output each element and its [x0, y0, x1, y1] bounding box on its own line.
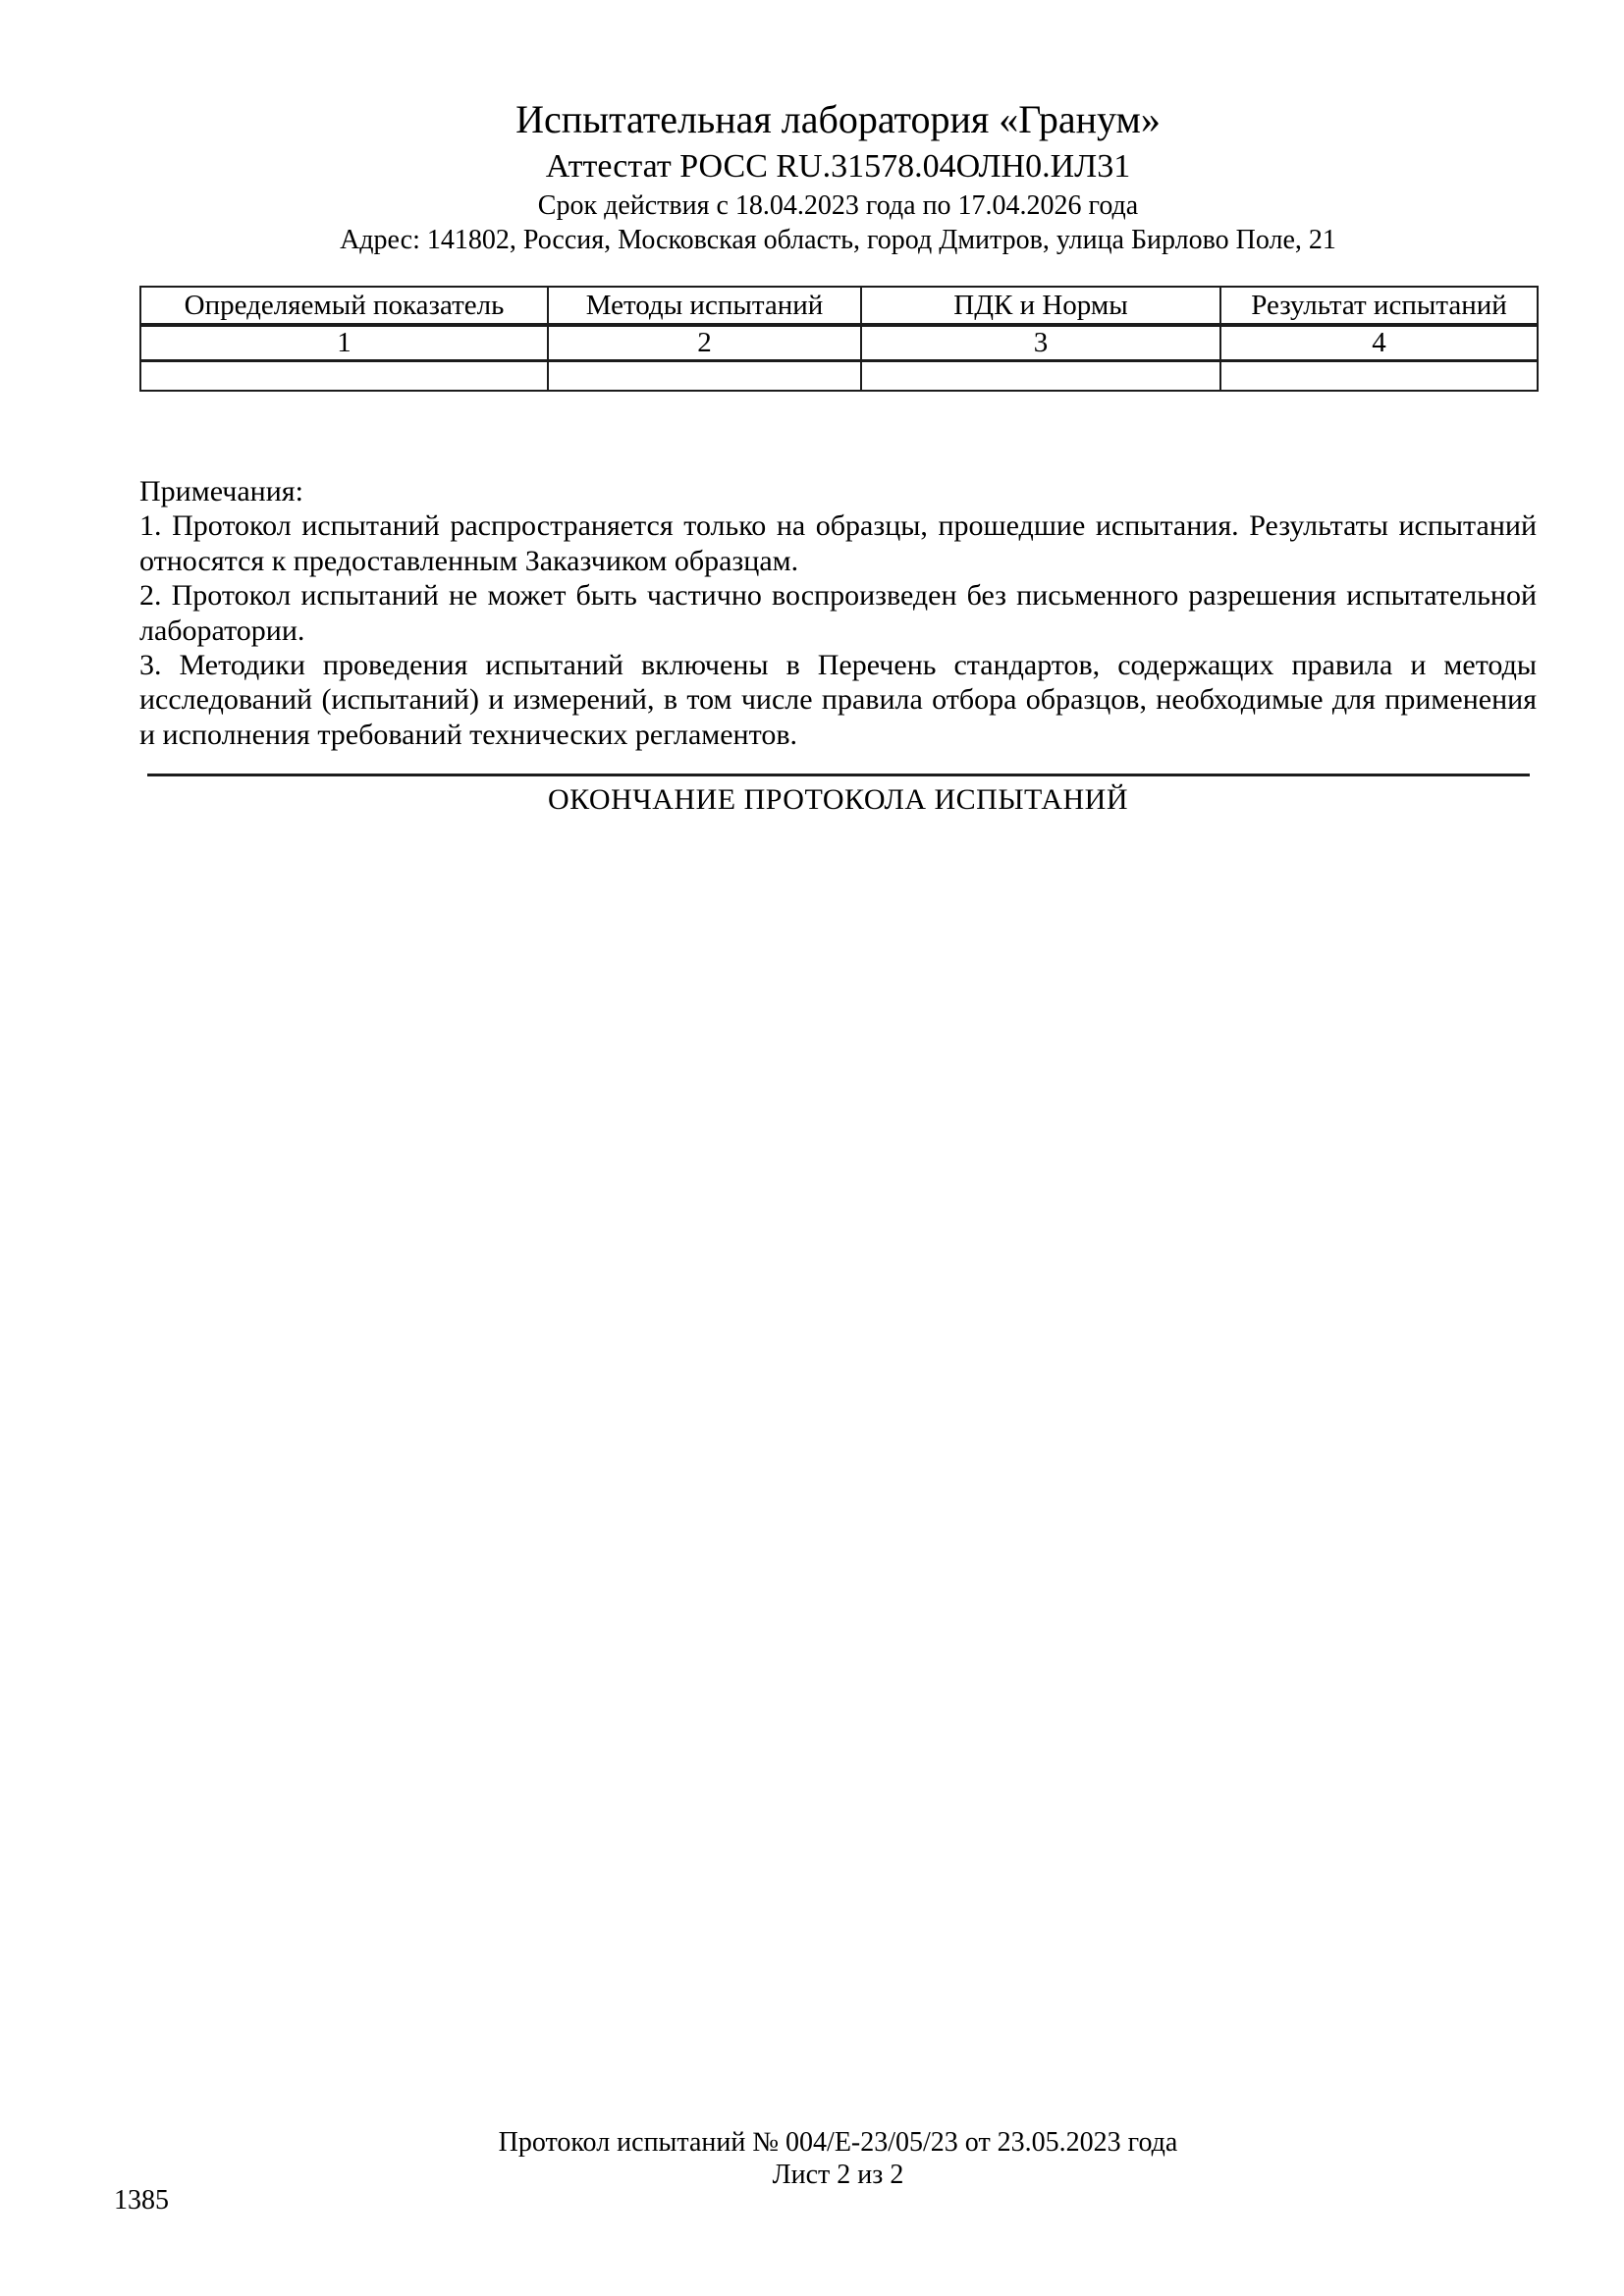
notes-heading: Примечания:: [139, 475, 303, 507]
document-header: [139, 96, 1537, 257]
notes-section: [139, 474, 1537, 752]
column-number-row: [140, 325, 1538, 361]
footer-protocol-line: Протокол испытаний № 004/Е-23/05/23 от 23.05.2023 года: [498, 2127, 1178, 2158]
table-header-row: [140, 287, 1538, 325]
end-of-protocol-divider: [147, 774, 1530, 776]
column-number: 4: [1220, 325, 1538, 361]
note-item: 1. Протокол испытаний распространяется только на образцы, прошедшие испытания. Результаты испытаний относятся к предоставленным Заказчиком образцам.: [139, 509, 1537, 577]
footer-sheet-line: Лист 2 из 2: [772, 2160, 904, 2190]
column-header-indicator: Определяемый показатель: [140, 287, 548, 325]
end-of-protocol-label: ОКОНЧАНИЕ ПРОТОКОЛА ИСПЫТАНИЙ: [548, 783, 1128, 816]
note-item: 2. Протокол испытаний не может быть частично воспроизведен без письменного разрешения испытательной лаборатории.: [139, 579, 1537, 647]
attestation-line: Аттестат РОСС RU.31578.04ОЛН0.ИЛ31: [545, 148, 1131, 185]
table-row: [140, 361, 1538, 392]
column-header-methods: Методы испытаний: [548, 287, 861, 325]
results-table: [139, 286, 1539, 392]
table-cell: [140, 361, 548, 392]
address-line: Адрес: 141802, Россия, Московская область, город Дмитров, улица Бирлово Поле, 21: [340, 225, 1336, 255]
column-number: 1: [140, 325, 548, 361]
column-number: 2: [548, 325, 861, 361]
table-cell: [861, 361, 1220, 392]
column-header-result: Результат испытаний: [1220, 287, 1538, 325]
table-cell: [1220, 361, 1538, 392]
column-number: 3: [861, 325, 1220, 361]
note-item: 3. Методики проведения испытаний включены в Перечень стандартов, содержащих правила и методы исследований (испытаний) и измерений, в том числе правила отбора образцов, необходимые для применения и исполнения требований технических регламентов.: [139, 649, 1537, 751]
end-of-protocol-section: [139, 782, 1537, 818]
validity-period-line: Срок действия с 18.04.2023 года по 17.04.2026 года: [537, 190, 1139, 221]
lab-title: Испытательная лаборатория «Гранум»: [515, 97, 1161, 141]
column-header-limits: ПДК и Нормы: [861, 287, 1220, 325]
document-footer: [139, 2126, 1537, 2191]
table-cell: [548, 361, 861, 392]
results-table-container: [139, 286, 1537, 392]
page-number: 1385: [114, 2185, 169, 2216]
